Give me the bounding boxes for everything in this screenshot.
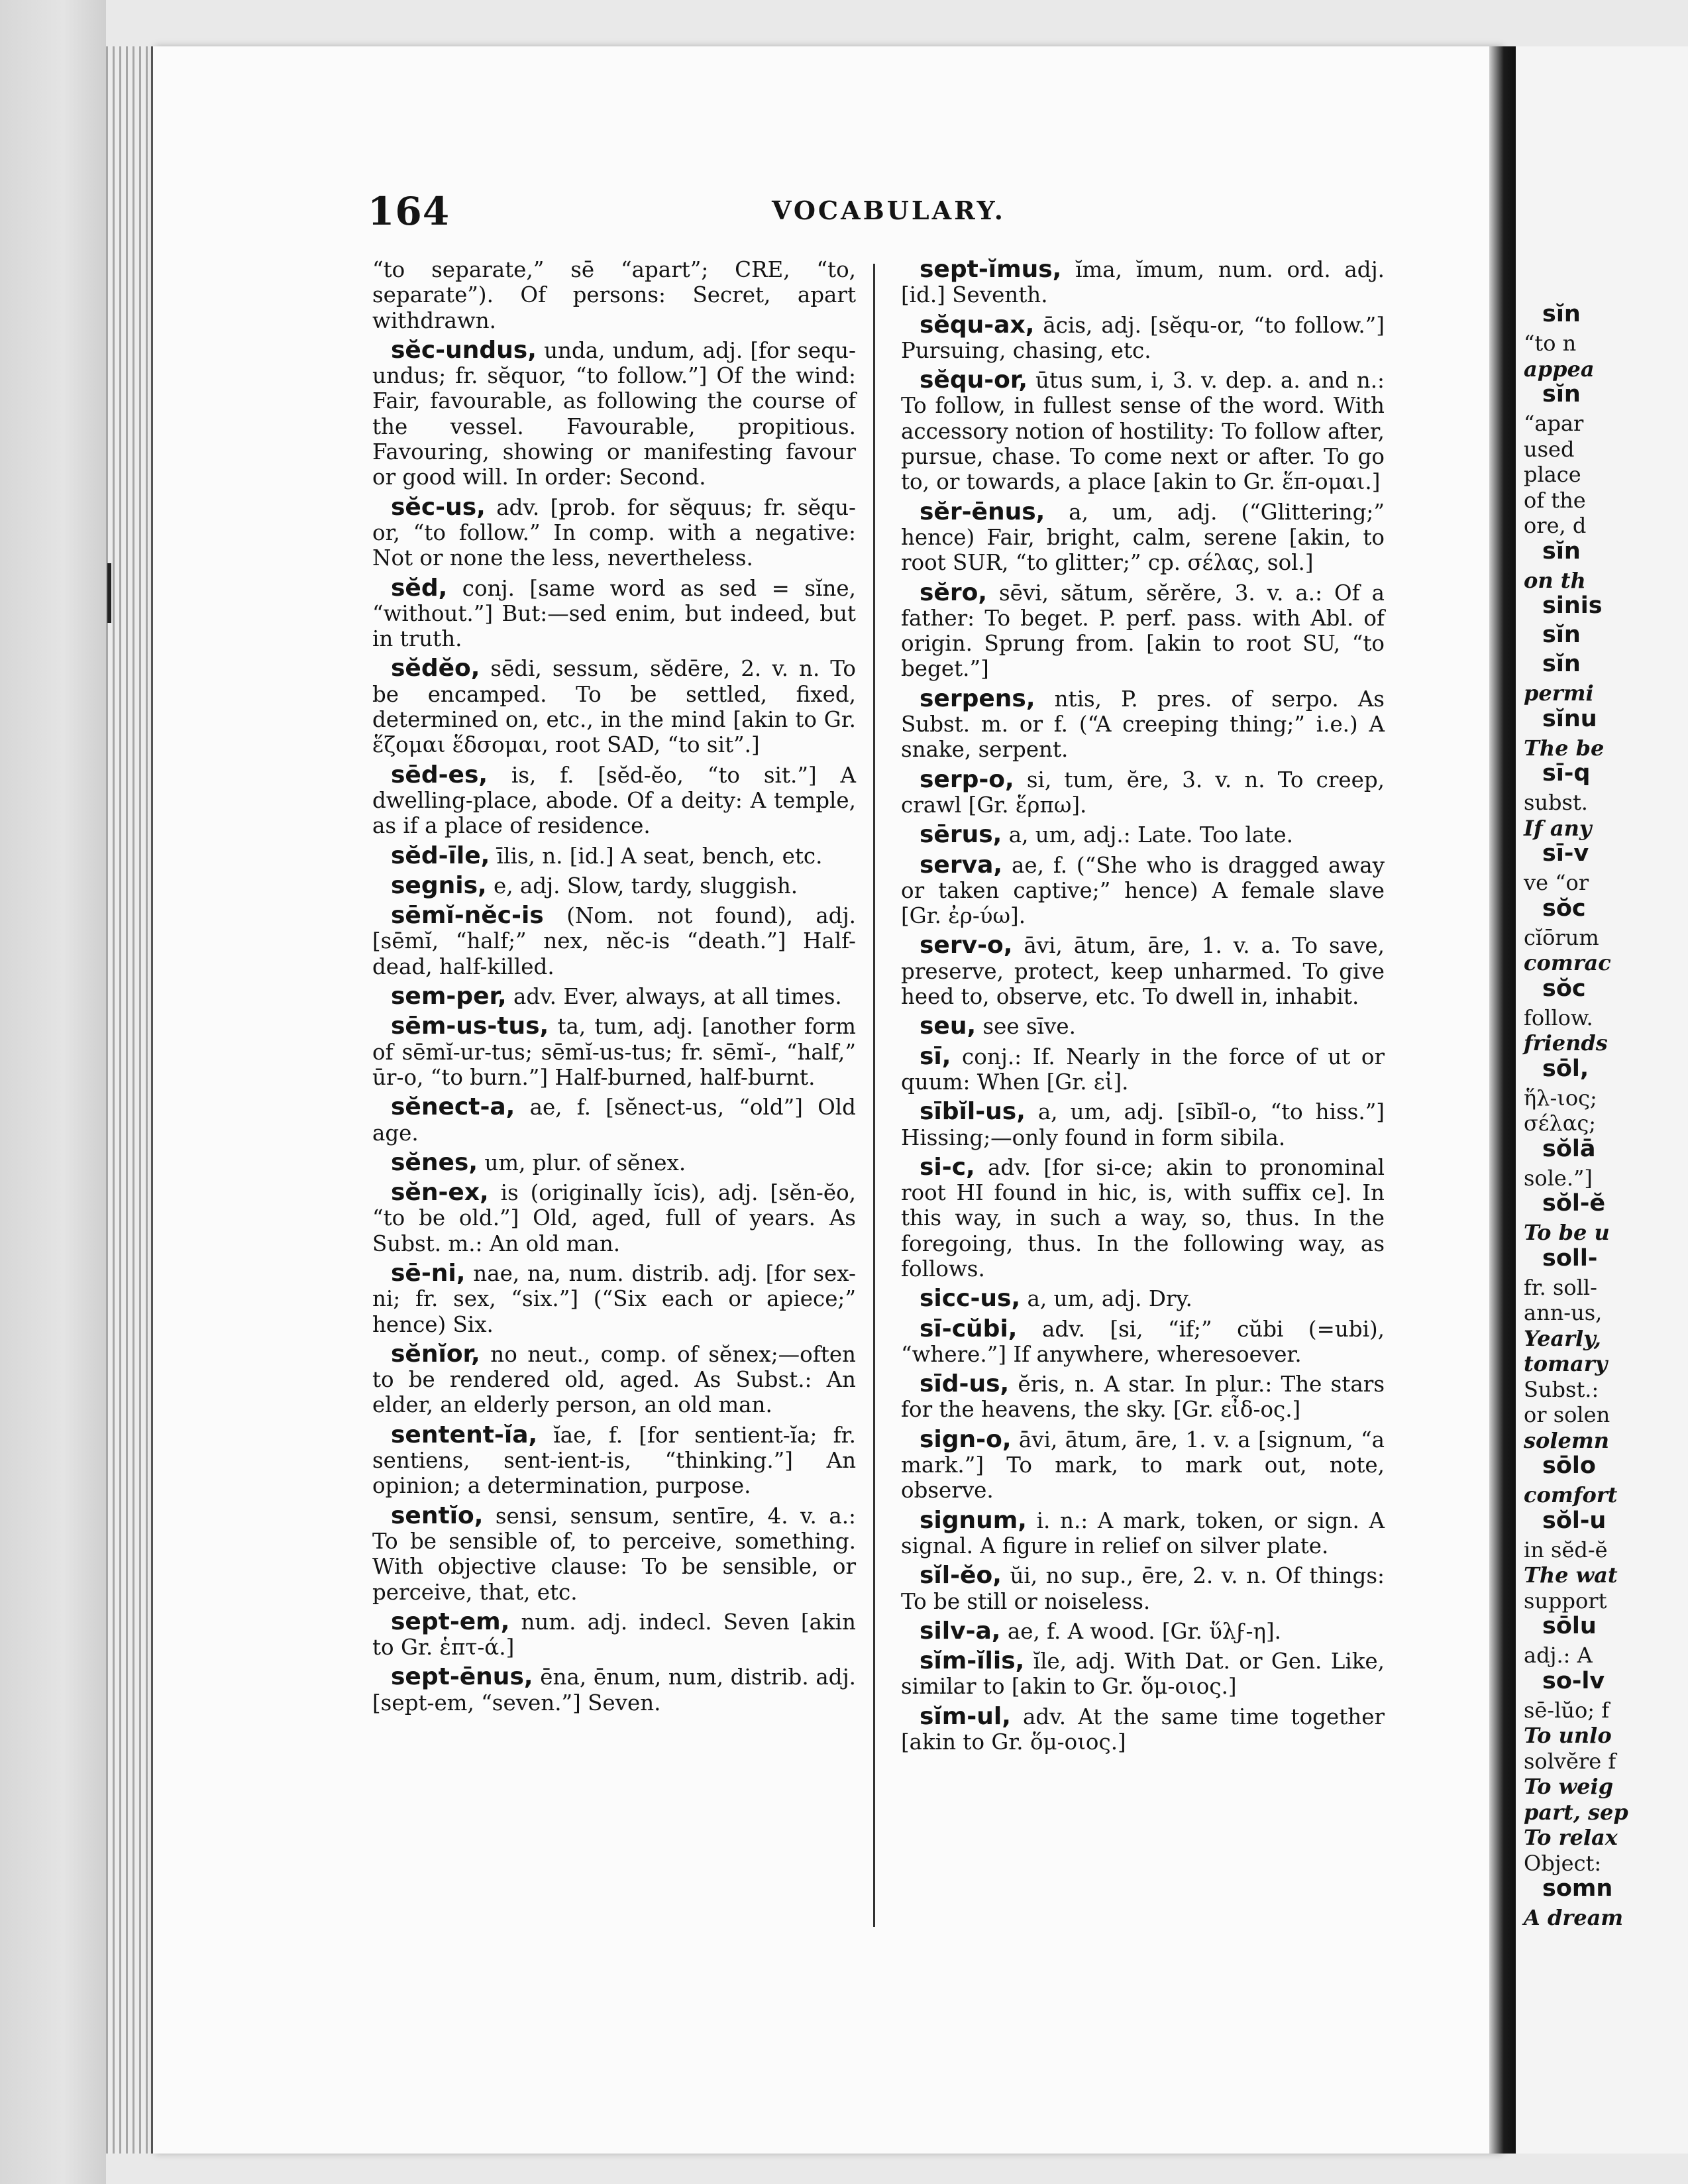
entry-headword: seu, <box>920 1012 976 1040</box>
entry-definition: a, um, adj. (“Glittering;” hence) Fair, bright, calm, serene [akin, to root SUR, “to glitter;” cp. σέλας, sol.] <box>901 499 1385 576</box>
facing-page-fragment: Subst.: <box>1524 1376 1599 1402</box>
facing-page-fragment: tomary <box>1524 1351 1608 1376</box>
dictionary-entry <box>372 984 856 1009</box>
entry-definition: see sīve. <box>982 1014 1076 1040</box>
facing-page-fragment: fr. soll- <box>1524 1274 1597 1300</box>
entry-definition: sēdi, sessum, sĕdēre, 2. v. n. To be encamped. To be settled, fixed, determined on, etc., in the mind [akin to Gr. ἕζομαι ἕδσομαι, root SAD, “to sit”.] <box>372 656 856 758</box>
dictionary-entry <box>901 1044 1385 1095</box>
entry-headword: sĕr-ēnus, <box>920 498 1045 525</box>
page-header <box>368 189 1408 242</box>
dictionary-entry <box>901 1372 1385 1423</box>
entry-definition: (Nom. not found), adj. [sēmĭ, “half;” nex, nĕc-is “death.”] Half-dead, half-killed. <box>372 903 856 979</box>
entry-definition: ŭi, no sup., ēre, 2. v. n. Of things: To be still or noiseless. <box>901 1563 1385 1614</box>
entry-headword: sĭm-ĭlis, <box>920 1647 1025 1675</box>
entry-headword: sī-cŭbi, <box>920 1315 1018 1342</box>
entry-definition: adv. Ever, always, at all times. <box>513 984 842 1010</box>
facing-page-fragment: support <box>1524 1588 1607 1613</box>
facing-page-fragment: cĭōrum <box>1524 924 1599 950</box>
facing-page-fragment: The wat <box>1524 1562 1618 1588</box>
facing-page-fragment: follow. <box>1524 1005 1593 1030</box>
entry-headword: sĕqu-or, <box>920 366 1028 394</box>
entry-definition: a, um, adj. [sībĭl-o, “to hiss.”] Hissing;—only found in form sibila. <box>901 1099 1385 1150</box>
right-column <box>901 257 1385 1759</box>
entry-headword: sept-em, <box>391 1608 510 1635</box>
dictionary-entry <box>901 1619 1385 1644</box>
dictionary-entry <box>901 822 1385 847</box>
dictionary-entry <box>372 903 856 979</box>
facing-page-fragment: somn <box>1542 1875 1613 1902</box>
entry-definition: adv. [for si-ce; akin to pronominal root HI found in hic, is, with suffix ce]. In this way, in such a way, so, thus. In the foregoing, thus. In the following way, as follows. <box>901 1154 1385 1282</box>
entry-definition: adv. At the same time together [akin to Gr. ὅμ-οιος.] <box>901 1704 1385 1755</box>
entry-definition: a, um, adj. Dry. <box>1027 1286 1192 1312</box>
dictionary-entry <box>901 853 1385 929</box>
facing-page-fragment: on th <box>1524 567 1586 593</box>
entry-definition: conj.: If. Nearly in the force of ut or quum: When [Gr. εἰ]. <box>901 1044 1385 1095</box>
facing-page-fragment: sŏc <box>1542 975 1586 1002</box>
dictionary-entry <box>901 1014 1385 1039</box>
entry-headword: sī, <box>920 1042 951 1070</box>
facing-page-fragment: sĭn <box>1542 651 1581 677</box>
entry-definition: āvi, ātum, āre, 1. v. a [signum, “a mark.”] To mark, to mark out, note, observe. <box>901 1427 1385 1503</box>
entry-definition: um, plur. of sĕnex. <box>484 1150 686 1175</box>
facing-page-fragment: To unlo <box>1524 1723 1612 1748</box>
scan-background <box>0 0 106 2184</box>
dictionary-entry <box>372 1150 856 1175</box>
entry-headword: sem-per, <box>391 983 507 1010</box>
facing-page-fragment: Object: <box>1524 1850 1602 1876</box>
dictionary-entry <box>372 873 856 899</box>
entry-headword: sĕd, <box>391 574 448 602</box>
dictionary-entry <box>372 1261 856 1337</box>
entry-headword: sĕqu-ax, <box>920 311 1035 339</box>
entry-headword: segnis, <box>391 871 487 899</box>
entry-headword: sĕnect-a, <box>391 1093 515 1121</box>
facing-page-fragment: sĭn <box>1542 622 1581 648</box>
dictionary-entry <box>901 313 1385 364</box>
facing-page-fragment: sĭn <box>1542 537 1581 565</box>
facing-page-fragment: ἥλ-ιος; <box>1524 1085 1597 1111</box>
entry-definition: e, adj. Slow, tardy, sluggish. <box>494 873 798 899</box>
entry-headword: silv-a, <box>920 1617 1001 1645</box>
entry-definition: ĭae, f. [for sentient-ĭa; fr. sentiens, sent-ient-is, “thinking.”] An opinion; a determination, purpose. <box>372 1422 856 1499</box>
entry-definition: ae, f. (“She who is dragged away or taken captive;” hence) A female slave [Gr. ἐρ-ύω]. <box>901 852 1385 929</box>
entry-definition: āvi, ātum, āre, 1. v. a. To save, preserve, protect, keep unharmed. To give heed to, observe, etc. To dwell in, inhabit. <box>901 933 1385 1010</box>
facing-page-fragment: solemn <box>1524 1427 1609 1453</box>
entry-definition: adv. [si, “if;” cŭbi (=ubi), “where.”] If anywhere, wheresoever. <box>901 1316 1385 1367</box>
entry-definition: ntis, P. pres. of serpo. As Subst. m. or f. (“A creeping thing;” i.e.) A snake, serpent. <box>901 686 1385 763</box>
entry-headword: serpens, <box>920 684 1035 712</box>
entry-definition: ācis, adj. [sĕqu-or, “to follow.”] Pursuing, chasing, etc. <box>901 312 1385 363</box>
entry-definition: ae, f. A wood. [Gr. ὕλϝ-η]. <box>1007 1618 1281 1644</box>
dictionary-entry <box>372 763 856 839</box>
dictionary-entry <box>901 1563 1385 1614</box>
facing-page-fragment: place <box>1524 462 1581 487</box>
facing-page-fragment: sĭn <box>1542 301 1581 327</box>
entry-headword: sē-ni, <box>391 1259 466 1287</box>
facing-page-fragment: sōlu <box>1542 1613 1597 1639</box>
left-column <box>372 257 856 1720</box>
dictionary-entry <box>372 1342 856 1418</box>
page-number: 164 <box>368 189 450 234</box>
dictionary-entry <box>901 1508 1385 1559</box>
book-gutter <box>1489 46 1516 2154</box>
dictionary-entry <box>901 500 1385 576</box>
facing-page-fragment: subst. <box>1524 790 1588 815</box>
dictionary-entry <box>372 1095 856 1146</box>
dictionary-entry <box>901 686 1385 763</box>
facing-page-fragment: solvĕre f <box>1524 1748 1616 1774</box>
facing-page-fragment: sī-v <box>1542 840 1589 867</box>
facing-page-fragment: ann-us, <box>1524 1300 1603 1325</box>
facing-page-fragment: “apar <box>1524 411 1584 436</box>
dictionary-entry <box>901 1155 1385 1282</box>
entry-headword: sĕn-ex, <box>391 1179 489 1207</box>
entry-headword: sĕnes, <box>391 1148 478 1176</box>
entry-definition: adv. [prob. for sĕquus; fr. sĕqu-or, “to follow.” In comp. with a negative: Not or none the less, nevertheless. <box>372 494 856 571</box>
entry-headword: sign-o, <box>920 1425 1012 1453</box>
facing-page-fragment: sōlo <box>1542 1452 1596 1479</box>
dictionary-entry <box>372 576 856 652</box>
entry-definition: sēvi, sătum, sĕrĕre, 3. v. a.: Of a father: To beget. P. perf. pass. with Abl. of origin. Sprung from. [akin to root SU, “to beget.”] <box>901 580 1385 682</box>
entry-headword: sentent-ĭa, <box>391 1421 538 1448</box>
entry-definition: ĕris, n. A star. In plur.: The stars for the heavens, the sky. [Gr. εἶδ-ος.] <box>901 1372 1385 1423</box>
dictionary-entry <box>372 1423 856 1499</box>
facing-page-fragment: sŏlā <box>1542 1135 1596 1162</box>
facing-page-fragment: If any <box>1524 815 1592 841</box>
dictionary-entry <box>372 1610 856 1661</box>
entry-headword: sĭl-ĕo, <box>920 1562 1002 1590</box>
entry-headword: sĕdĕo, <box>391 655 480 682</box>
dictionary-entry <box>901 257 1385 308</box>
dictionary-entry <box>901 933 1385 1009</box>
entry-headword: signum, <box>920 1506 1027 1534</box>
dictionary-entry <box>372 844 856 869</box>
entry-definition: si, tum, ĕre, 3. v. n. To creep, crawl [Gr. ἕρπω]. <box>901 767 1385 818</box>
entry-definition: conj. [same word as sed = sĭne, “without.”] But:—sed enim, but indeed, but in truth. <box>372 575 856 652</box>
entry-headword: sĕc-us, <box>391 493 486 521</box>
entry-headword: serp-o, <box>920 765 1014 793</box>
dictionary-entry <box>901 1286 1385 1311</box>
facing-page-fragment: The be <box>1524 735 1605 761</box>
facing-page-fragment: permi <box>1524 681 1594 706</box>
dictionary-entry <box>372 1180 856 1256</box>
entry-definition: is (originally ĭcis), adj. [sĕn-ĕo, “to be old.”] Old, aged, full of years. As Subst. m.: An old man. <box>372 1180 856 1256</box>
entry-headword: sēmĭ-nĕc-is <box>391 902 544 930</box>
facing-page-fragment: part, sep <box>1524 1799 1628 1825</box>
facing-page-fragment: sinis <box>1542 592 1603 619</box>
facing-page-fragment: adj.: A <box>1524 1643 1593 1668</box>
entry-headword: sept-ĭmus, <box>920 256 1062 283</box>
entry-definition: ĭma, ĭmum, num. ord. adj. [id.] Seventh. <box>901 257 1385 308</box>
facing-page-fragment: sole.”] <box>1524 1165 1593 1191</box>
entry-headword: sĕnĭor, <box>391 1340 480 1368</box>
dictionary-entry <box>372 338 856 490</box>
entry-headword: sērus, <box>920 821 1002 849</box>
entry-headword: sēm-us-tus, <box>391 1012 549 1040</box>
facing-page-fragment: or solen <box>1524 1402 1610 1427</box>
entry-headword: sēd-es, <box>391 761 488 789</box>
facing-page-fragment: in sĕd-ĕ <box>1524 1537 1608 1562</box>
dictionary-entry <box>372 1665 856 1716</box>
facing-page-fragment: comrac <box>1524 950 1611 975</box>
entry-headword: sept-ēnus, <box>391 1663 533 1691</box>
dictionary-entry <box>901 1099 1385 1150</box>
dictionary-entry <box>372 257 856 333</box>
facing-page-fragment: sī-q <box>1542 760 1591 787</box>
entry-definition: īlis, n. [id.] A seat, bench, etc. <box>496 843 823 869</box>
dictionary-entry <box>901 1317 1385 1368</box>
entry-definition: is, f. [sĕd-ĕo, “to sit.”] A dwelling-place, abode. Of a deity: A temple, as if a place of residence. <box>372 762 856 839</box>
entry-headword: sĕro, <box>920 578 988 606</box>
dictionary-entry <box>901 580 1385 682</box>
running-head: VOCABULARY. <box>772 195 1006 225</box>
entry-definition: unda, undum, adj. [for sequ-undus; fr. sĕquor, “to follow.”] Of the wind: Fair, favourable, as following the course of the vessel. Favourable, propitious. Favouring, showing or manifesting favour or good will. In order: Second. <box>372 337 856 490</box>
dictionary-entry <box>901 1427 1385 1503</box>
entry-definition: ae, f. [sĕnect-us, “old”] Old age. <box>372 1095 856 1146</box>
entry-headword: sentĭo, <box>391 1502 484 1529</box>
entry-headword: serv-o, <box>920 932 1013 959</box>
facing-page-fragment: of the <box>1524 487 1586 513</box>
entry-definition: a, um, adj.: Late. Too late. <box>1008 822 1293 848</box>
facing-page-fragment: comfort <box>1524 1482 1618 1507</box>
facing-page-fragment: so-lv <box>1542 1667 1605 1694</box>
entry-headword: sĭm-ul, <box>920 1702 1011 1730</box>
entry-definition: ta, tum, adj. [another form of sēmĭ-ur-tus; sēmĭ-us-tus; fr. sēmĭ-, “half,” ūr-o, “to burn.”] Half-burned, half-burnt. <box>372 1014 856 1090</box>
entry-definition: num. adj. indecl. Seven [akin to Gr. ἑπτ-ά.] <box>372 1609 856 1661</box>
dictionary-entry <box>372 1503 856 1605</box>
entry-definition: sensi, sensum, sentīre, 4. v. a.: To be sensible of, to perceive, something. With objective clause: To be sensible, or perceive, that, etc. <box>372 1503 856 1605</box>
dictionary-entry <box>901 767 1385 818</box>
facing-page-fragment: To relax <box>1524 1825 1618 1850</box>
facing-page-fragment: sōl, <box>1542 1055 1589 1082</box>
entry-headword: sĕd-īle, <box>391 842 490 869</box>
facing-page-fragment: ve “or <box>1524 870 1589 895</box>
entry-definition: ĭle, adj. With Dat. or Gen. Like, similar to [akin to Gr. ὅμ-οιος.] <box>901 1649 1385 1700</box>
entry-headword: si-c, <box>920 1153 975 1181</box>
dictionary-entry <box>372 495 856 571</box>
facing-page-fragment: sŏc <box>1542 895 1586 922</box>
dictionary-entry <box>901 1704 1385 1755</box>
dictionary-entry <box>901 1649 1385 1700</box>
facing-page-fragment: appea <box>1524 356 1595 382</box>
column-divider <box>873 264 875 1927</box>
entry-headword: sicc-us, <box>920 1285 1021 1313</box>
facing-page-fragment: Yearly, <box>1524 1325 1601 1351</box>
entry-headword: sīd-us, <box>920 1370 1010 1398</box>
entry-definition: nae, na, num. distrib. adj. [for sex-ni; fr. sex, “six.”] (“Six each or apiece;” hence) Six. <box>372 1260 856 1337</box>
entry-definition: “to separate,” sē “apart”; CRE, “to, separate”). Of persons: Secret, apart withdrawn. <box>372 257 856 333</box>
facing-page-fragment: soll- <box>1542 1244 1598 1272</box>
facing-page-fragment: sĭnu <box>1542 705 1597 732</box>
facing-page-fragment: To be u <box>1524 1220 1610 1245</box>
facing-page-fragment: To weig <box>1524 1774 1614 1799</box>
entry-definition: no neut., comp. of sĕnex;—often to be rendered old, aged. As Subst.: An elder, an elderly person, an old man. <box>372 1341 856 1418</box>
facing-page-fragment: sē-lŭo; f <box>1524 1697 1610 1723</box>
facing-page-fragment: sŏl-ĕ <box>1542 1190 1606 1217</box>
entry-headword: serva, <box>920 851 1003 879</box>
entry-headword: sībĭl-us, <box>920 1098 1026 1126</box>
facing-page-fragment: sŏl-u <box>1542 1507 1607 1534</box>
entry-definition: ēna, ēnum, num, distrib. adj. [sept-em, “seven.”] Seven. <box>372 1665 856 1716</box>
facing-page-fragment: A dream <box>1524 1905 1624 1930</box>
entry-definition: i. n.: A mark, token, or sign. A signal. A figure in relief on silver plate. <box>901 1507 1385 1558</box>
entry-headword: sĕc-undus, <box>391 336 537 364</box>
dictionary-entry <box>372 656 856 757</box>
facing-page-fragment: sĭn <box>1542 381 1581 408</box>
facing-page-fragment: σέλας; <box>1524 1111 1597 1136</box>
margin-mark <box>107 563 111 623</box>
entry-definition: ūtus sum, i, 3. v. dep. a. and n.: To follow, in fullest sense of the word. With accessory notion of hostility: To follow after, pursue, chase. To come next or after. To go to, or towards, a place [akin to Gr. ἕπ-ομαι.] <box>901 368 1385 495</box>
facing-page-fragment: “to n <box>1524 331 1577 356</box>
facing-page-fragment: used <box>1524 436 1575 462</box>
dictionary-entry <box>372 1014 856 1090</box>
facing-page-fragment: ore, d <box>1524 513 1587 538</box>
dictionary-entry <box>901 368 1385 494</box>
facing-page-fragment: friends <box>1524 1030 1608 1056</box>
